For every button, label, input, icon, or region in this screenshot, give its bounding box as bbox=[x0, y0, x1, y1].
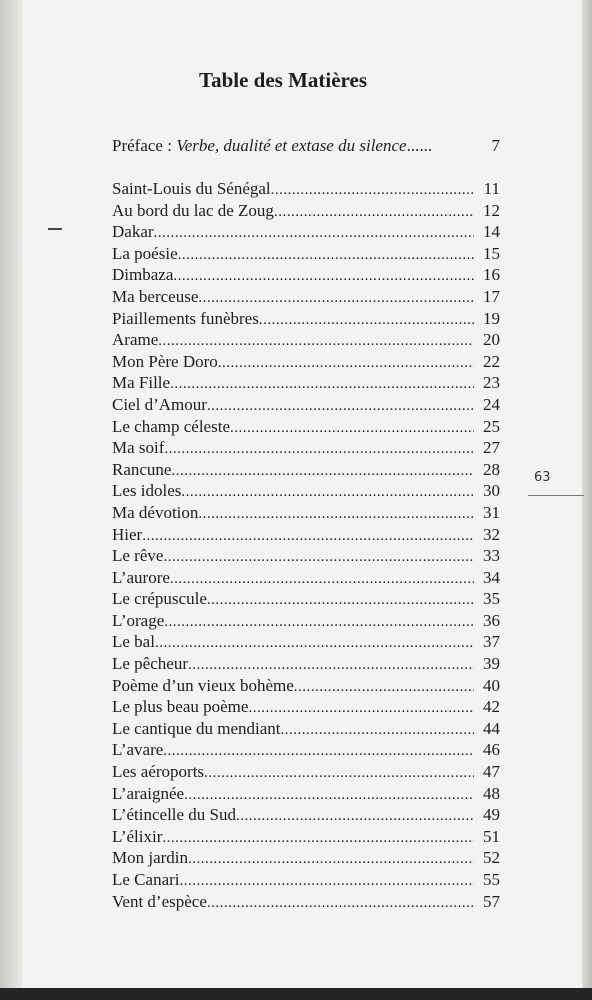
toc-entry-title: Au bord du lac de Zoug bbox=[112, 200, 274, 220]
toc-dot-leader bbox=[180, 873, 475, 890]
toc-dot-leader bbox=[164, 441, 474, 458]
toc-entry-title: Dakar bbox=[112, 222, 154, 242]
toc-entry bbox=[112, 352, 500, 374]
toc-dot-leader bbox=[163, 549, 474, 566]
toc-dot-leader bbox=[171, 463, 474, 480]
toc-entry-page: 30 bbox=[483, 481, 500, 501]
toc-entry-title: Rancune bbox=[112, 459, 172, 479]
preface-title: Verbe, dualité et extase du silence bbox=[176, 136, 407, 155]
toc-dot-leader bbox=[188, 657, 474, 674]
toc-entry-title: L’aurore bbox=[112, 567, 170, 587]
toc-dot-leader bbox=[178, 247, 474, 264]
toc-entry-page: 48 bbox=[483, 783, 500, 803]
toc-dot-leader bbox=[207, 895, 474, 912]
toc-dot-leader bbox=[154, 225, 474, 242]
toc-entry bbox=[112, 481, 500, 503]
toc-entry-title: Le cantique du mendiant bbox=[112, 718, 281, 738]
toc-dot-leader bbox=[188, 851, 474, 868]
toc-entry-page: 37 bbox=[483, 632, 500, 652]
toc-entry bbox=[112, 611, 500, 633]
toc-entry-title: Arame bbox=[112, 330, 159, 350]
toc-entry bbox=[112, 460, 500, 482]
folio-number: 63 bbox=[534, 470, 551, 485]
toc-entry-title: L’araignée bbox=[112, 783, 185, 803]
toc-dot-leader bbox=[163, 743, 474, 760]
toc-entry-title: Poème d’un vieux bohème bbox=[112, 675, 294, 695]
toc-entry-title: Mon Père Doro bbox=[112, 351, 218, 371]
toc-dot-leader bbox=[274, 204, 474, 221]
toc-entry bbox=[112, 676, 500, 698]
toc-entry-page: 27 bbox=[483, 438, 500, 458]
toc-entry bbox=[112, 417, 500, 439]
toc-dot-leader bbox=[184, 787, 474, 804]
preface-entry bbox=[112, 136, 500, 158]
toc-entry-title: Les idoles bbox=[112, 481, 182, 501]
toc-entry-page: 15 bbox=[483, 243, 500, 263]
toc-entry-page: 47 bbox=[483, 762, 500, 782]
toc-entry bbox=[112, 870, 500, 892]
toc-entry-page: 25 bbox=[483, 416, 500, 436]
toc-dot-leader bbox=[248, 700, 474, 717]
toc-dot-leader bbox=[207, 592, 474, 609]
toc-entry-page: 34 bbox=[483, 567, 500, 587]
toc-dot-leader bbox=[170, 376, 474, 393]
toc-dot-leader bbox=[271, 182, 474, 199]
toc-dot-leader bbox=[170, 571, 474, 588]
toc-entry-title: Ma dévotion bbox=[112, 502, 199, 522]
toc-entry bbox=[112, 740, 500, 762]
toc-entry-title: Hier bbox=[112, 524, 143, 544]
toc-entry bbox=[112, 568, 500, 590]
toc-entry-page: 44 bbox=[483, 718, 500, 738]
toc-entry-title: Ma Fille bbox=[112, 373, 171, 393]
toc-entry-title: Mon jardin bbox=[112, 848, 189, 868]
margin-mark bbox=[48, 228, 62, 230]
toc-entry-page: 32 bbox=[483, 524, 500, 544]
toc-entry-page: 35 bbox=[483, 589, 500, 609]
toc-entry bbox=[112, 762, 500, 784]
toc-entry-title: Vent d’espèce bbox=[112, 891, 207, 911]
toc-dot-leader bbox=[164, 614, 474, 631]
toc-entry-page: 57 bbox=[483, 891, 500, 911]
toc-entry-page: 39 bbox=[483, 654, 500, 674]
toc-entry-title: Saint-Louis du Sénégal bbox=[112, 179, 271, 198]
toc-dot-leader bbox=[294, 679, 474, 696]
toc-entry-page: 24 bbox=[483, 394, 500, 414]
toc-entry-title: Le Canari bbox=[112, 870, 180, 889]
toc-entry-page: 11 bbox=[483, 179, 500, 198]
toc-entry-page: 20 bbox=[483, 330, 500, 350]
toc-entry-title: L’élixir bbox=[112, 826, 163, 846]
toc-entry-title: L’orage bbox=[112, 610, 165, 630]
toc-entry-page: 46 bbox=[483, 740, 500, 760]
preface-label: Préface : bbox=[112, 136, 177, 155]
toc-dot-leader bbox=[181, 484, 474, 501]
toc-entry bbox=[112, 827, 500, 849]
book-spine-shadow bbox=[0, 0, 24, 1000]
toc-entry-page: 33 bbox=[483, 546, 500, 566]
toc-entry-page: 51 bbox=[483, 826, 500, 846]
toc-entry-page: 28 bbox=[483, 459, 500, 479]
toc-entry bbox=[112, 654, 500, 676]
toc-entry-title: L’étincelle du Sud bbox=[112, 805, 237, 825]
toc-entry bbox=[112, 546, 500, 568]
toc-dot-leader bbox=[230, 420, 474, 437]
folio-rule bbox=[528, 495, 584, 496]
toc-entry-title: Le pêcheur bbox=[112, 654, 188, 674]
toc-list bbox=[112, 179, 500, 913]
toc-entry-page: 40 bbox=[483, 675, 500, 695]
toc-entry bbox=[112, 784, 500, 806]
toc-entry-page: 31 bbox=[483, 502, 500, 522]
toc-entry-page: 12 bbox=[483, 200, 500, 220]
toc-entry-title: Dimbaza bbox=[112, 265, 174, 285]
toc-entry bbox=[112, 222, 500, 244]
preface-page-number: 7 bbox=[491, 136, 500, 155]
toc-entry bbox=[112, 330, 500, 352]
toc-dot-leader bbox=[158, 333, 474, 350]
toc-entry-title: Le rêve bbox=[112, 546, 164, 566]
toc-entry-page: 22 bbox=[483, 351, 500, 371]
toc-entry bbox=[112, 503, 500, 525]
toc-entry bbox=[112, 179, 500, 201]
toc-entry bbox=[112, 719, 500, 741]
toc-dot-leader bbox=[259, 312, 474, 329]
toc-entry-title: Les aéroports bbox=[112, 762, 205, 782]
page-title: Table des Matières bbox=[199, 68, 367, 92]
toc-entry-page: 19 bbox=[483, 308, 500, 328]
toc-entry-title: Ma soif bbox=[112, 438, 165, 458]
toc-dot-leader bbox=[281, 722, 474, 739]
toc-entry-title: La poésie bbox=[112, 243, 178, 263]
toc-entry-page: 17 bbox=[483, 286, 500, 306]
toc-dot-leader bbox=[173, 268, 474, 285]
toc-entry bbox=[112, 438, 500, 460]
toc-entry-page: 36 bbox=[483, 610, 500, 630]
toc-dot-leader bbox=[198, 506, 474, 523]
toc-entry bbox=[112, 632, 500, 654]
toc-entry-page: 42 bbox=[483, 697, 500, 717]
toc-entry bbox=[112, 589, 500, 611]
toc-dot-leader bbox=[236, 808, 474, 825]
toc-entry-title: Le bal bbox=[112, 632, 155, 652]
toc-entry bbox=[112, 395, 500, 417]
toc-entry-title: Piaillements funèbres bbox=[112, 308, 259, 328]
toc-entry bbox=[112, 805, 500, 827]
toc-dot-leader bbox=[162, 830, 474, 847]
toc-entry bbox=[112, 287, 500, 309]
toc-entry-page: 14 bbox=[483, 222, 500, 242]
toc-entry-title: Le plus beau poème bbox=[112, 697, 249, 717]
toc-entry-title: Le crépuscule bbox=[112, 589, 207, 609]
toc-entry-title: Ma berceuse bbox=[112, 286, 199, 306]
toc-dot-leader bbox=[155, 635, 474, 652]
toc-entry bbox=[112, 265, 500, 287]
toc-entry-page: 16 bbox=[483, 265, 500, 285]
toc-entry-title: Ciel d’Amour bbox=[112, 394, 207, 414]
toc-entry bbox=[112, 697, 500, 719]
toc-entry bbox=[112, 309, 500, 331]
toc-dot-leader bbox=[218, 355, 474, 372]
page-right-edge bbox=[582, 0, 592, 988]
toc-entry bbox=[112, 525, 500, 547]
toc-entry-page: 49 bbox=[483, 805, 500, 825]
toc-dot-leader bbox=[204, 765, 474, 782]
toc-entry bbox=[112, 892, 500, 914]
toc-dot-leader bbox=[207, 398, 474, 415]
toc-entry-page: 23 bbox=[483, 373, 500, 393]
toc-dot-leader bbox=[198, 290, 474, 307]
toc-entry-title: Le champ céleste bbox=[112, 416, 230, 436]
toc-entry bbox=[112, 848, 500, 870]
toc-entry-title: L’avare bbox=[112, 740, 164, 760]
scan-bottom-edge bbox=[0, 988, 592, 1000]
toc-entry-page: 52 bbox=[483, 848, 500, 868]
preface-leader: ...... bbox=[406, 136, 433, 155]
toc-dot-leader bbox=[142, 528, 474, 545]
toc-entry-page: 55 bbox=[483, 870, 500, 889]
toc-entry bbox=[112, 201, 500, 223]
toc-entry bbox=[112, 244, 500, 266]
toc-entry bbox=[112, 373, 500, 395]
